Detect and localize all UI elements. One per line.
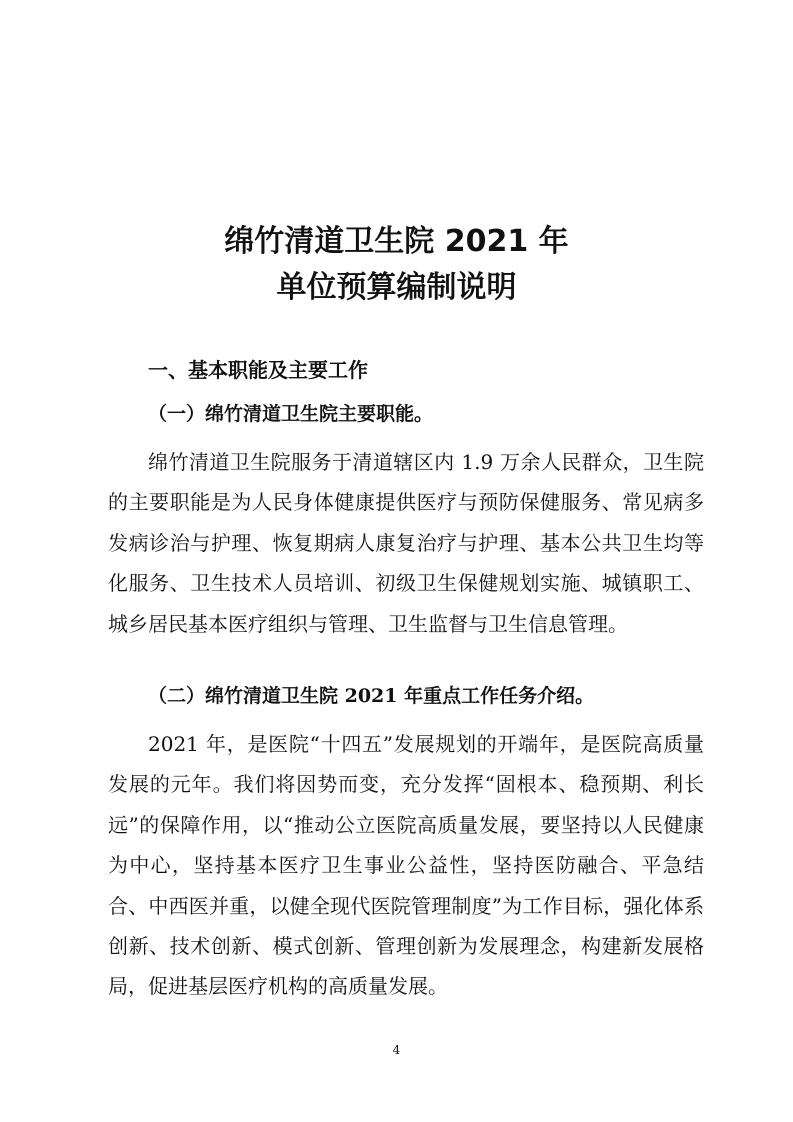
document-title-line-2: 单位预算编制说明 (276, 270, 517, 305)
document-title-line-1: 绵竹清道卫生院 2021 年 (224, 224, 569, 259)
subsection-heading-key-tasks: （二）绵竹清道卫生院 2021 年重点工作任务介绍。 (148, 685, 595, 707)
section-heading-basic-functions: 一、基本职能及主要工作 (148, 358, 368, 382)
subsection-heading-main-functions: （一）绵竹清道卫生院主要职能。 (148, 403, 434, 425)
paragraph-main-functions: 绵竹清道卫生院服务于清道辖区内 1.9 万余人民群众，卫生院的主要职能是为人民身体健康提供医疗与预防保健服务、常见病多发病诊治与护理、恢复期病人康复治疗与护理、基本公共卫生均等化服务、卫生技术人员培训、初级卫生保健规划实施、城镇职工、城乡居民基本医疗组织与管理、卫生监督与卫生信息管理。 (108, 450, 704, 636)
paragraph-key-tasks: 2021 年，是医院“十四五”发展规划的开端年，是医院高质量发展的元年。我们将因势而变，充分发挥“固根本、稳预期、利长远”的保障作用，以“推动公立医院高质量发展，要坚持以人民健康为中心，坚持基本医疗卫生事业公益性，坚持医防融合、平急结合、中西医并重，以健全现代医院管理制度”为工作目标，强化体系创新、技术创新、模式创新、管理创新为发展理念，构建新发展格局，促进基层医疗机构的高质量发展。 (108, 732, 704, 999)
page-number: 4 (392, 1043, 401, 1057)
